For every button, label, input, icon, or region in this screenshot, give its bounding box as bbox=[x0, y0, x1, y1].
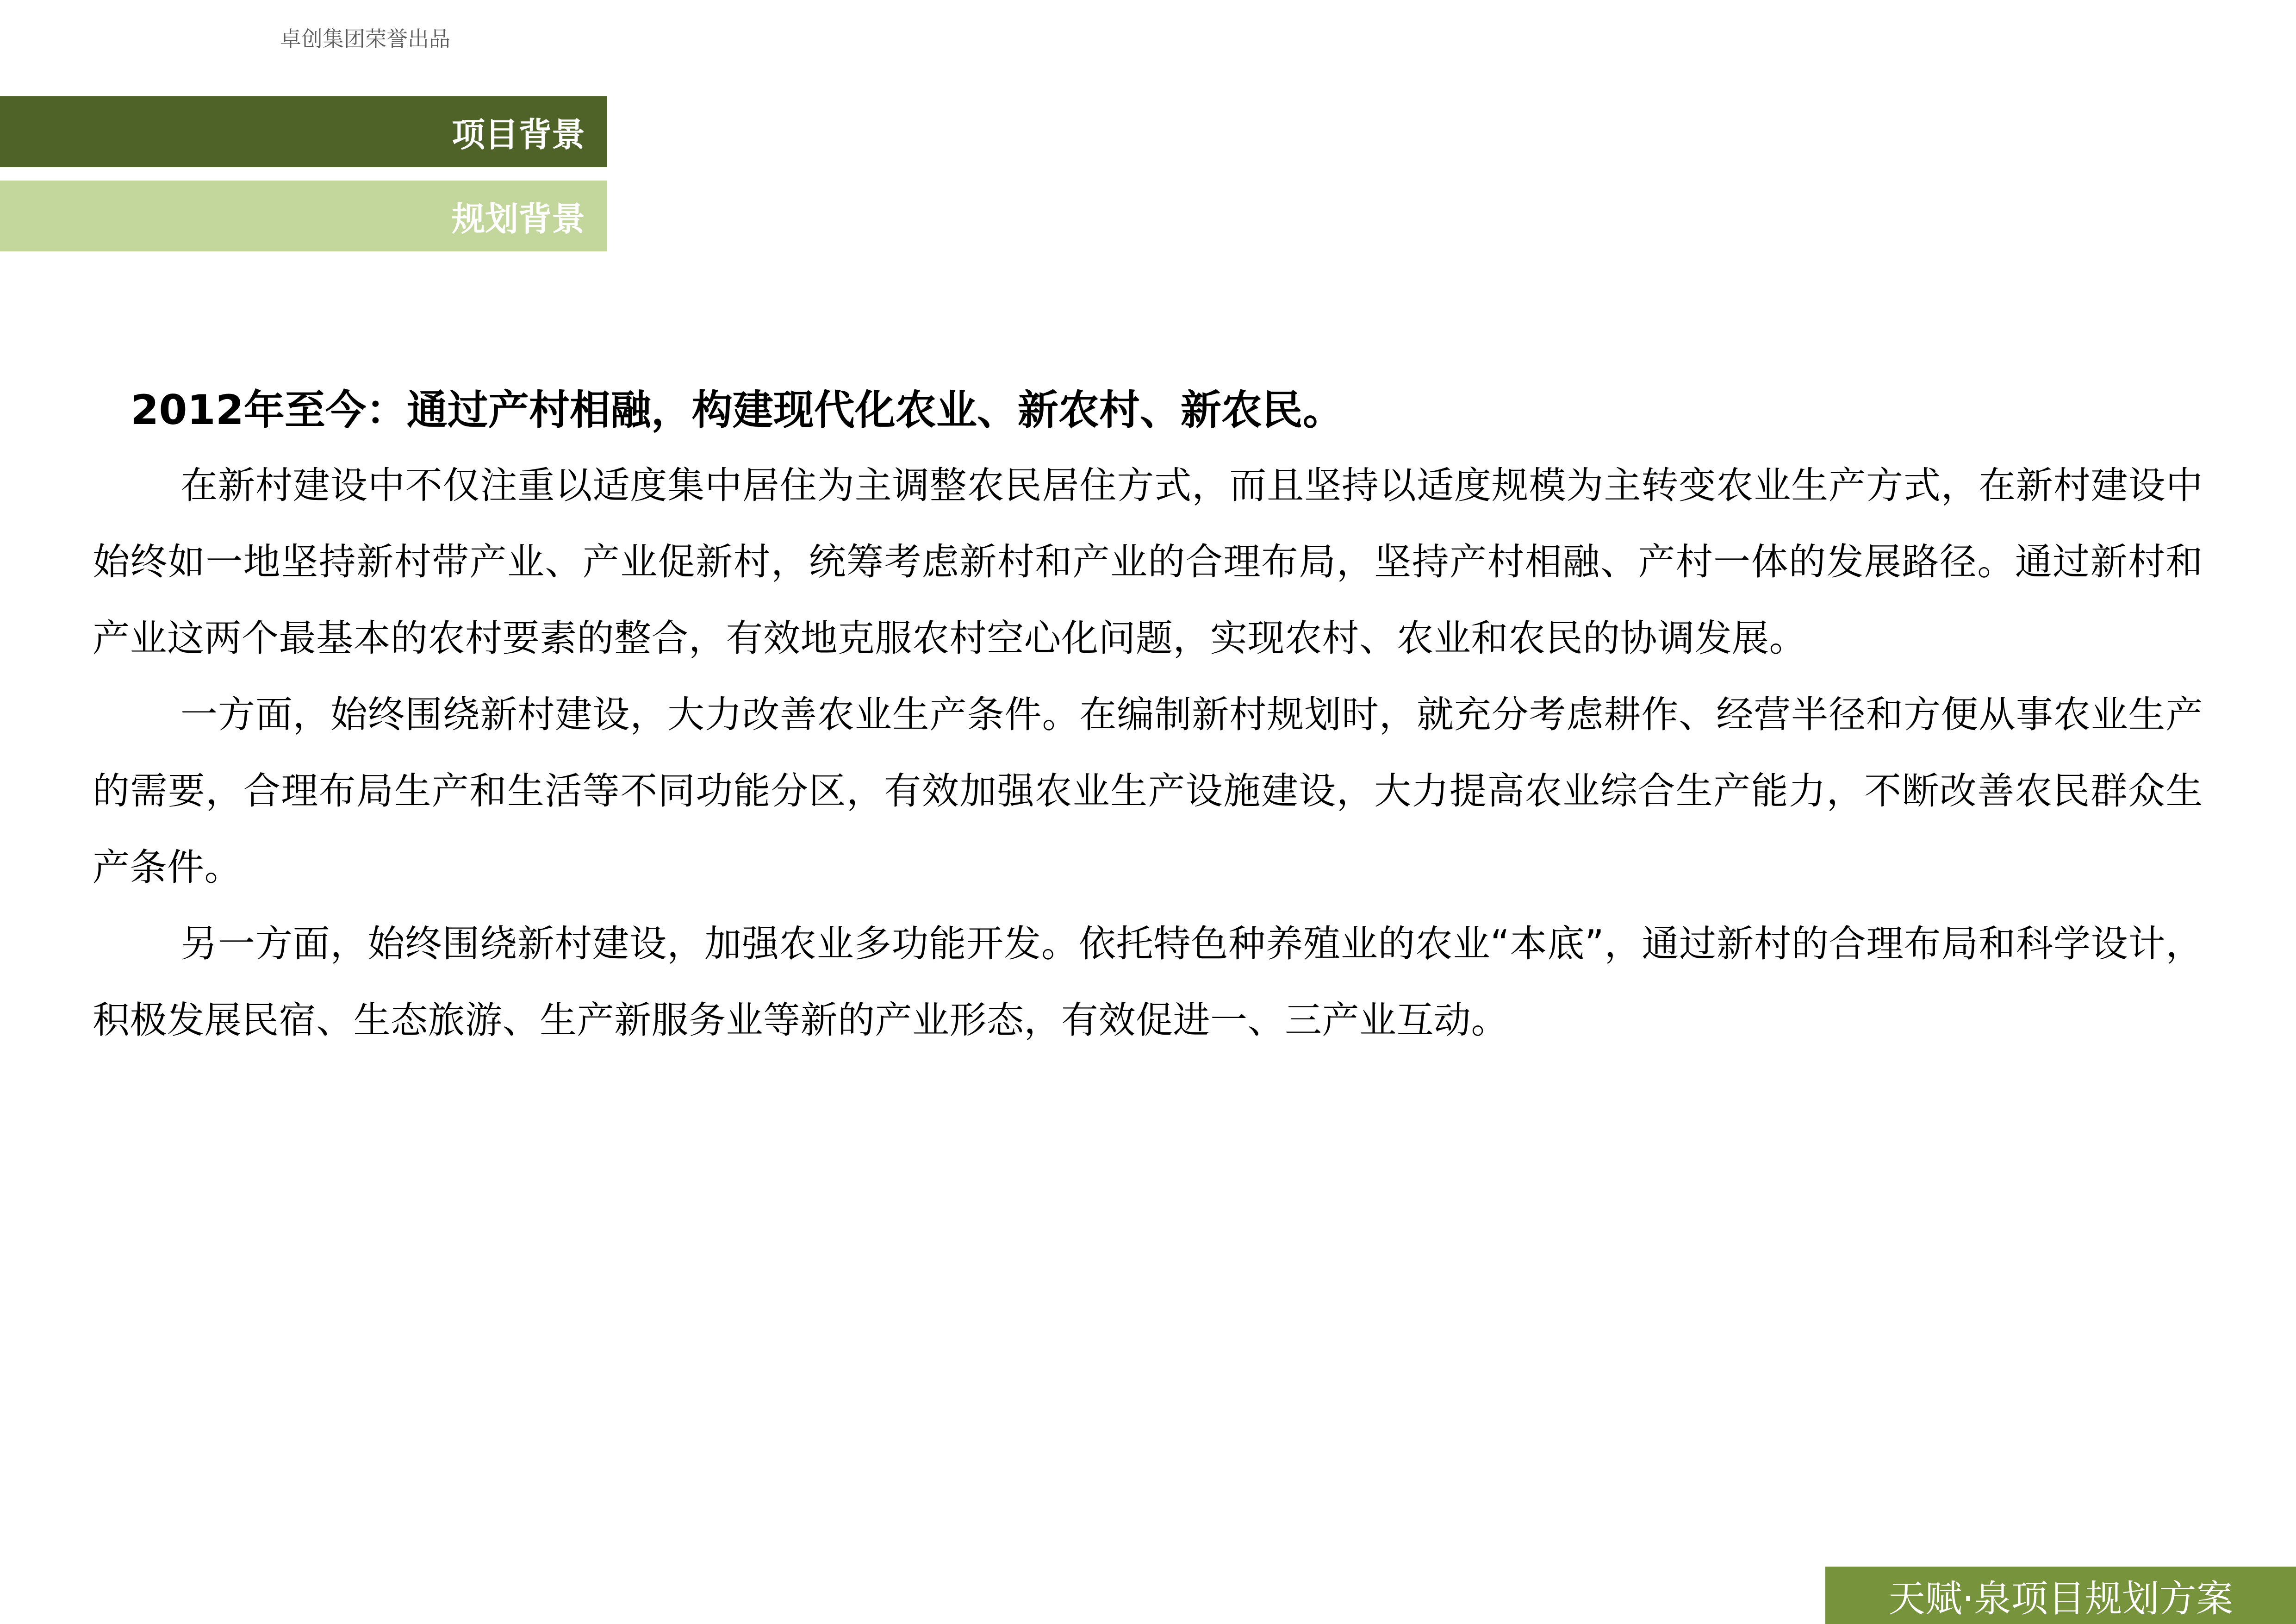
section-tab-label: 项目背景 bbox=[451, 115, 585, 154]
company-tag: 卓创集团荣誉出品 bbox=[280, 26, 450, 51]
body-paragraph: 一方面，始终围绕新村建设，大力改善农业生产条件。在编制新村规划时，就充分考虑耕作、经营半径和方便从事农业生产的需要，合理布局生产和生活等不同功能分区，有效加强农业生产设施建设，大力提高农业综合生产能力，不断改善农民群众生产条件。 bbox=[93, 693, 2203, 889]
section-tab-planning-background bbox=[0, 181, 607, 251]
section-tab-project-background bbox=[0, 96, 607, 167]
footer-project-title bbox=[1825, 1567, 2296, 1624]
footer-title-text: 天赋·泉项目规划方案 bbox=[1888, 1577, 2234, 1620]
body-paragraph: 在新村建设中不仅注重以适度集中居住为主调整农民居住方式，而且坚持以适度规模为主转变农业生产方式，在新村建设中始终如一地坚持新村带产业、产业促新村，统筹考虑新村和产业的合理布局，坚持产村相融、产村一体的发展路径。通过新村和产业这两个最基本的农村要素的整合，有效地克服农村空心化问题，实现农村、农业和农民的协调发展。 bbox=[93, 464, 2203, 660]
body-paragraph: 另一方面，始终围绕新村建设，加强农业多功能开发。依托特色种养殖业的农业“本底”，通过新村的合理布局和科学设计，积极发展民宿、生态旅游、生产新服务业等新的产业形态，有效促进一、三产业互动。 bbox=[93, 922, 2203, 1042]
section-tab-label: 规划背景 bbox=[451, 199, 585, 238]
main-content bbox=[93, 373, 2203, 1058]
content-heading: 2012年至今：通过产村相融，构建现代化农业、新农村、新农民。 bbox=[131, 386, 1344, 434]
